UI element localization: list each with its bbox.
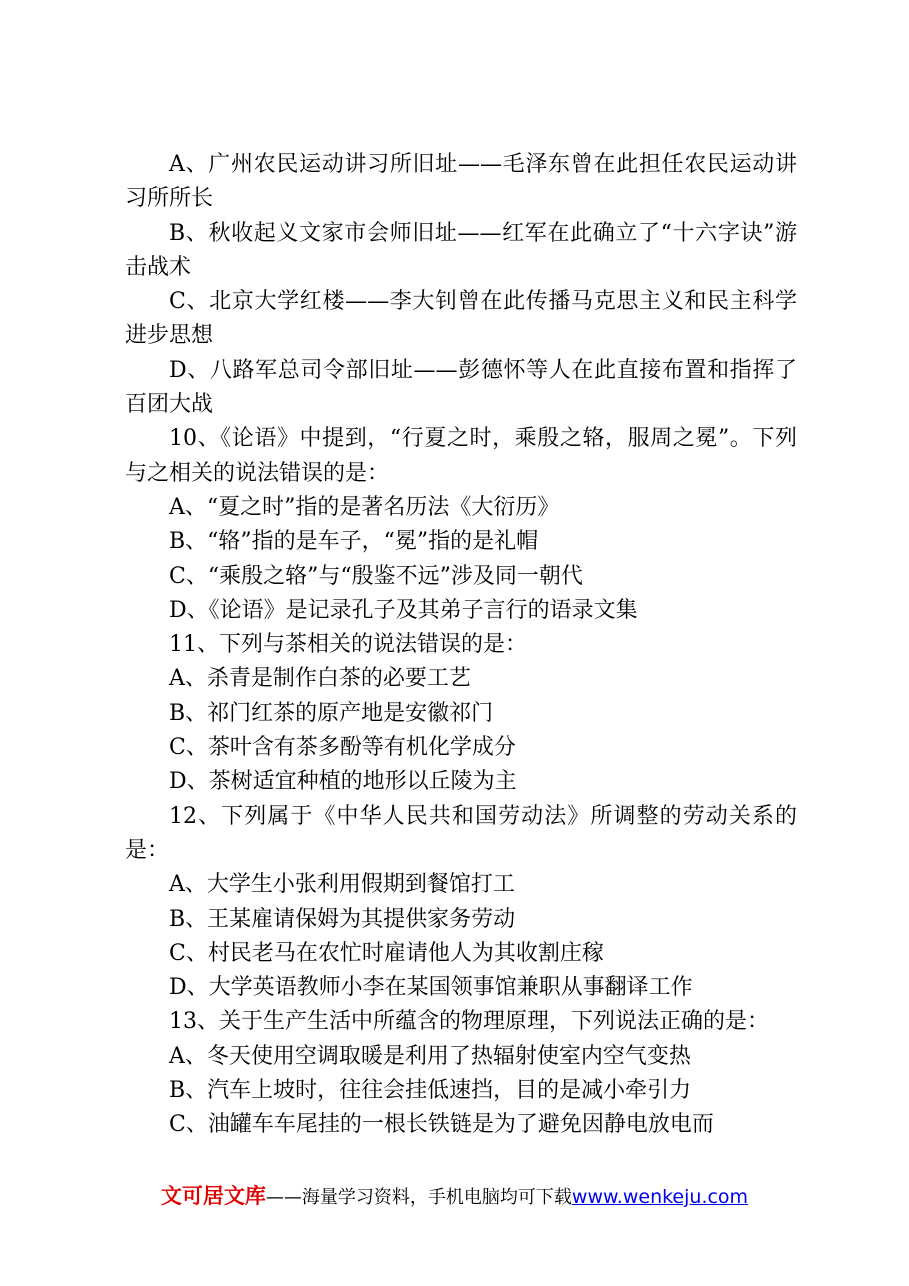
option-10c: C、“乘殷之辂”与“殷鉴不远”涉及同一朝代 xyxy=(169,563,583,589)
question-10: 10、《论语》中提到，“行夏之时，乘殷之辂，服周之冕”。下列与之相关的说法错误的是： xyxy=(125,426,797,486)
option-11b: B、祁门红茶的原产地是安徽祁门 xyxy=(169,700,494,726)
document-body xyxy=(125,148,797,1143)
option-9b: B、秋收起义文家市会师旧址——红军在此确立了“十六字诀”游击战术 xyxy=(125,220,797,280)
option-11d: D、茶树适宜种植的地形以丘陵为主 xyxy=(169,769,517,795)
option-9c: C、北京大学红楼——李大钊曾在此传播马克思主义和民主科学进步思想 xyxy=(125,289,797,349)
footer-brand: 文可居文库 xyxy=(160,1184,266,1208)
option-13b: B、汽车上坡时，往往会挂低速挡，目的是减小牵引力 xyxy=(169,1078,692,1104)
option-12b: B、王某雇请保姆为其提供家务劳动 xyxy=(169,906,516,932)
option-12a: A、大学生小张利用假期到餐馆打工 xyxy=(169,872,515,898)
option-10a: A、“夏之时”指的是著名历法《大衍历》 xyxy=(169,494,560,520)
option-11c: C、茶叶含有茶多酚等有机化学成分 xyxy=(169,735,516,761)
option-12d: D、大学英语教师小李在某国领事馆兼职从事翻译工作 xyxy=(169,975,693,1001)
option-11a: A、杀青是制作白茶的必要工艺 xyxy=(169,666,471,692)
question-11: 11、下列与茶相关的说法错误的是： xyxy=(169,632,527,658)
footer-website-link[interactable]: www.wenkeju.com xyxy=(571,1186,749,1208)
option-10d: D、《论语》是记录孔子及其弟子言行的语录文集 xyxy=(169,597,638,623)
page-footer xyxy=(0,1183,909,1211)
option-12c: C、村民老马在农忙时雇请他人为其收割庄稼 xyxy=(169,940,604,966)
footer-slogan: ——海量学习资料，手机电脑均可下载 xyxy=(265,1187,572,1208)
option-13a: A、冬天使用空调取暖是利用了热辐射使室内空气变热 xyxy=(169,1043,691,1069)
option-9d: D、八路军总司令部旧址——彭德怀等人在此直接布置和指挥了百团大战 xyxy=(125,357,797,418)
question-13: 13、关于生产生活中所蕴含的物理原理，下列说法正确的是： xyxy=(169,1009,769,1035)
option-13c: C、油罐车车尾挂的一根长铁链是为了避免因静电放电而 xyxy=(169,1112,714,1138)
question-12: 12、下列属于《中华人民共和国劳动法》所调整的劳动关系的是： xyxy=(125,803,797,863)
option-10b: B、“辂”指的是车子，“冕”指的是礼帽 xyxy=(169,529,539,555)
option-9a: A、广州农民运动讲习所旧址——毛泽东曾在此担任农民运动讲习所所长 xyxy=(125,152,797,212)
